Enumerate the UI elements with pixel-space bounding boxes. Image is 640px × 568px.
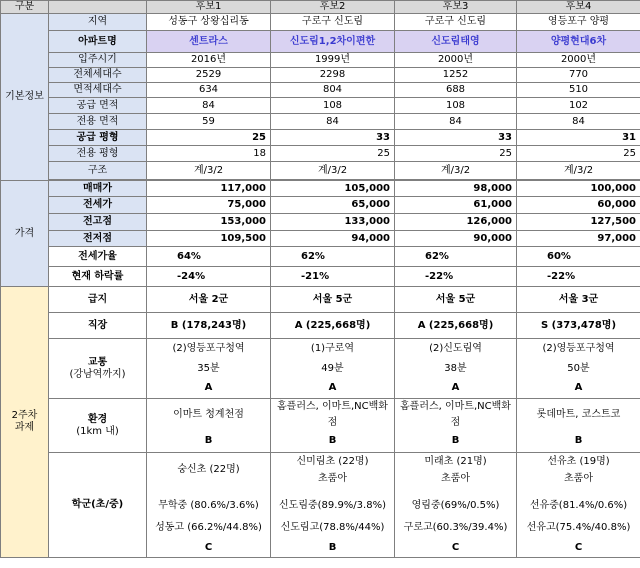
area-households-cell: 804 [271, 83, 395, 98]
header-category: 구분 [1, 1, 49, 14]
environment-grade-cell: B [517, 431, 640, 453]
high-row [1, 214, 640, 231]
job-cell: S (373,478명) [517, 313, 640, 339]
tier-cell: 서울 5군 [395, 287, 517, 313]
school-grade-cell: B [271, 539, 395, 558]
school-grade-cell: C [395, 539, 517, 558]
sale-cell: 105,000 [271, 181, 395, 197]
supply-pyeong-cell: 25 [147, 130, 271, 146]
header-blank [49, 1, 147, 14]
price-category: 가격 [1, 181, 49, 287]
header-candidate-2: 후보2 [271, 1, 395, 14]
job-cell: A (225,668명) [395, 313, 517, 339]
households-row [1, 68, 640, 83]
school-high-cell: 선유고(75.4%/40.8%) [517, 517, 640, 539]
header-candidate-3: 후보3 [395, 1, 517, 14]
school-elem-cell: 선유초 (19명) [517, 453, 640, 471]
school-elem-cell: 미래초 (21명) [395, 453, 517, 471]
low-cell: 94,000 [271, 231, 395, 247]
transport-time-cell: 50분 [517, 359, 640, 379]
year-cell: 1999년 [271, 53, 395, 68]
supply-area-cell: 108 [395, 98, 517, 114]
supply-area-cell: 102 [517, 98, 640, 114]
year-cell: 2000년 [517, 53, 640, 68]
decline-row [1, 267, 640, 287]
jeonse-rate-cell: 62% [271, 247, 395, 267]
year-label: 입주시기 [49, 53, 147, 68]
supply-pyeong-cell: 33 [395, 130, 517, 146]
school-elem-note-cell: 초품아 [517, 471, 640, 487]
region-cell: 영등포구 양평 [517, 14, 640, 31]
school-elem-note-cell: 초품아 [271, 471, 395, 487]
school-middle-cell: 무학중 (80.6%/3.6%) [147, 495, 271, 517]
transport-station-cell: (2)영등포구청역 [517, 339, 640, 359]
school-label: 학군(초/중) [49, 453, 147, 558]
school-middle-cell: 신도림중(89.9%/3.8%) [271, 495, 395, 517]
job-row [1, 313, 640, 339]
exclusive-pyeong-cell: 18 [147, 146, 271, 162]
supply-area-label: 공급 면적 [49, 98, 147, 114]
environment-label [49, 399, 147, 453]
school-elem-note-cell: 초품아 [395, 471, 517, 487]
exclusive-pyeong-row [1, 146, 640, 162]
exclusive-pyeong-label: 전용 평형 [49, 146, 147, 162]
area-households-cell: 510 [517, 83, 640, 98]
low-cell: 90,000 [395, 231, 517, 247]
environment-cell: 홈플러스, 이마트,NC백화 [271, 399, 395, 415]
apt-name-cell: 양평현대6차 [517, 31, 640, 53]
environment-cell-cont: 점 [271, 415, 395, 431]
year-row [1, 53, 640, 68]
exclusive-area-label: 전용 면적 [49, 114, 147, 130]
sale-cell: 117,000 [147, 181, 271, 197]
structure-label: 구조 [49, 162, 147, 180]
exclusive-area-row [1, 114, 640, 130]
jeonse-row [1, 197, 640, 214]
job-cell: B (178,243명) [147, 313, 271, 339]
decline-label: 현재 하락률 [49, 267, 147, 287]
supply-area-row [1, 98, 640, 114]
low-cell: 109,500 [147, 231, 271, 247]
tier-label: 급지 [49, 287, 147, 313]
school-high-cell: 성동고 (66.2%/44.8%) [147, 517, 271, 539]
area-households-cell: 634 [147, 83, 271, 98]
supply-pyeong-cell: 33 [271, 130, 395, 146]
supply-area-cell: 108 [271, 98, 395, 114]
apt-row [1, 31, 640, 53]
school-gap-cell [517, 487, 640, 495]
households-cell: 2298 [271, 68, 395, 83]
jeonse-cell: 60,000 [517, 197, 640, 214]
transport-label-line1: 교통 [87, 356, 108, 368]
job-cell: A (225,668명) [271, 313, 395, 339]
environment-label-line2: (1km 내) [76, 425, 119, 437]
school-gap-cell [147, 487, 271, 495]
jeonse-cell: 61,000 [395, 197, 517, 214]
environment-grade-cell: B [147, 431, 271, 453]
header-row [1, 1, 640, 14]
low-label: 전저점 [49, 231, 147, 247]
transport-station-cell: (2)신도림역 [395, 339, 517, 359]
high-label: 전고점 [49, 214, 147, 231]
transport-station-row [1, 339, 640, 359]
school-grade-cell: C [147, 539, 271, 558]
decline-cell: -24% [147, 267, 271, 287]
structure-row [1, 162, 640, 180]
high-cell: 127,500 [517, 214, 640, 231]
transport-label [49, 339, 147, 399]
jeonse-rate-row [1, 247, 640, 267]
apt-name-cell: 신도림태영 [395, 31, 517, 53]
environment-grade-cell: B [395, 431, 517, 453]
high-cell: 126,000 [395, 214, 517, 231]
supply-pyeong-row [1, 130, 640, 146]
structure-cell: 계/3/2 [395, 162, 517, 180]
year-cell: 2000년 [395, 53, 517, 68]
school-high-cell: 신도림고(78.8%/44%) [271, 517, 395, 539]
week2-category-line1: 2주차 [11, 410, 38, 421]
school-grade-cell: C [517, 539, 640, 558]
supply-pyeong-cell: 31 [517, 130, 640, 146]
school-gap-cell [271, 487, 395, 495]
sale-cell: 98,000 [395, 181, 517, 197]
region-row [1, 14, 640, 31]
environment-label-line1: 환경 [87, 413, 108, 425]
tier-row [1, 287, 640, 313]
transport-label-line2: (강남역까지) [69, 368, 126, 380]
school-elem-cell: 숭신초 (22명) [147, 453, 271, 487]
school-middle-cell: 선유중(81.4%/0.6%) [517, 495, 640, 517]
low-cell: 97,000 [517, 231, 640, 247]
year-cell: 2016년 [147, 53, 271, 68]
region-cell: 구로구 신도림 [395, 14, 517, 31]
exclusive-pyeong-cell: 25 [517, 146, 640, 162]
low-row [1, 231, 640, 247]
basic-info-category: 기본정보 [1, 14, 49, 181]
region-cell: 구로구 신도림 [271, 14, 395, 31]
jeonse-rate-cell: 62% [395, 247, 517, 267]
households-cell: 1252 [395, 68, 517, 83]
transport-grade-cell: A [271, 379, 395, 399]
sale-cell: 100,000 [517, 181, 640, 197]
transport-grade-cell: A [147, 379, 271, 399]
environment-line1-row [1, 399, 640, 415]
school-elem-cell: 신미림초 (22명) [271, 453, 395, 471]
structure-cell: 계/3/2 [147, 162, 271, 180]
school-high-cell: 구로고(60.3%/39.4%) [395, 517, 517, 539]
jeonse-cell: 75,000 [147, 197, 271, 214]
high-cell: 153,000 [147, 214, 271, 231]
region-cell: 성동구 상왕십리동 [147, 14, 271, 31]
apt-name-cell: 센트라스 [147, 31, 271, 53]
supply-area-cell: 84 [147, 98, 271, 114]
households-cell: 770 [517, 68, 640, 83]
tier-cell: 서울 3군 [517, 287, 640, 313]
supply-pyeong-label: 공급 평형 [49, 130, 147, 146]
school-elem1-row [1, 453, 640, 471]
structure-cell: 계/3/2 [271, 162, 395, 180]
sale-row [1, 181, 640, 197]
households-cell: 2529 [147, 68, 271, 83]
apt-name-cell: 신도림1,2차이편한 [271, 31, 395, 53]
transport-time-cell: 35분 [147, 359, 271, 379]
jeonse-cell: 65,000 [271, 197, 395, 214]
header-candidate-1: 후보1 [147, 1, 271, 14]
exclusive-area-cell: 84 [517, 114, 640, 130]
exclusive-area-cell: 84 [271, 114, 395, 130]
environment-cell: 이마트 청계천점 [147, 399, 271, 431]
structure-cell: 계/3/2 [517, 162, 640, 180]
decline-cell: -22% [517, 267, 640, 287]
decline-cell: -21% [271, 267, 395, 287]
region-label: 지역 [49, 14, 147, 31]
exclusive-pyeong-cell: 25 [395, 146, 517, 162]
environment-cell: 롯데마트, 코스트코 [517, 399, 640, 431]
exclusive-area-cell: 59 [147, 114, 271, 130]
sale-label: 매매가 [49, 181, 147, 197]
tier-cell: 서울 5군 [271, 287, 395, 313]
jeonse-rate-label: 전세가율 [49, 247, 147, 267]
households-label: 전체세대수 [49, 68, 147, 83]
school-gap-cell [395, 487, 517, 495]
area-households-row [1, 83, 640, 98]
environment-grade-cell: B [271, 431, 395, 453]
transport-station-cell: (1)구로역 [271, 339, 395, 359]
transport-time-cell: 49분 [271, 359, 395, 379]
jeonse-rate-cell: 64% [147, 247, 271, 267]
environment-cell-cont: 점 [395, 415, 517, 431]
tier-cell: 서울 2군 [147, 287, 271, 313]
transport-grade-cell: A [395, 379, 517, 399]
jeonse-rate-cell: 60% [517, 247, 640, 267]
decline-cell: -22% [395, 267, 517, 287]
exclusive-pyeong-cell: 25 [271, 146, 395, 162]
environment-cell: 홈플러스, 이마트,NC백화 [395, 399, 517, 415]
transport-station-cell: (2)영등포구청역 [147, 339, 271, 359]
area-households-label: 면적세대수 [49, 83, 147, 98]
school-middle-cell: 영림중(69%/0.5%) [395, 495, 517, 517]
week2-category-line2: 과제 [14, 422, 35, 433]
apt-label: 아파트명 [49, 31, 147, 53]
high-cell: 133,000 [271, 214, 395, 231]
exclusive-area-cell: 84 [395, 114, 517, 130]
week2-category [1, 287, 49, 558]
area-households-cell: 688 [395, 83, 517, 98]
transport-grade-cell: A [517, 379, 640, 399]
header-candidate-4: 후보4 [517, 1, 640, 14]
job-label: 직장 [49, 313, 147, 339]
transport-time-cell: 38분 [395, 359, 517, 379]
jeonse-label: 전세가 [49, 197, 147, 214]
